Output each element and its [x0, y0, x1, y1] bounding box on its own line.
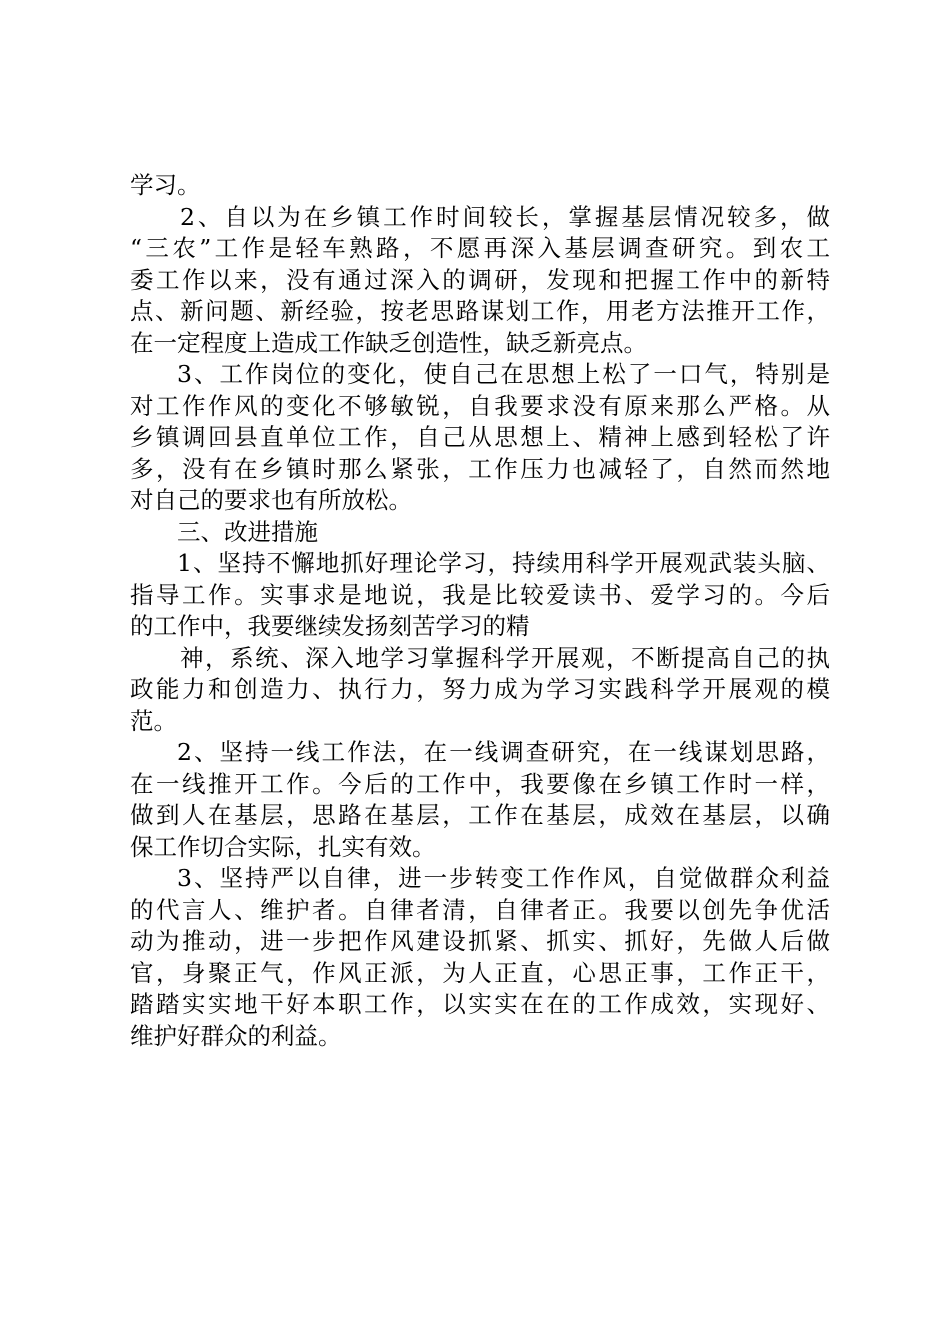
text-line: 神，系统、深入地学习掌握科学开展观，不断提高自己的执 — [180, 643, 830, 672]
text-line: 3、坚持严以自律，进一步转变工作作风，自觉做群众利益 — [177, 864, 830, 892]
text-line: 学习。 — [130, 171, 201, 199]
text-line: 政能力和创造力、执行力，努力成为学习实践科学开展观的模 — [130, 675, 830, 703]
text-line: 1、坚持不懈地抓好理论学习，持续用科学开展观武装头脑、 — [177, 549, 830, 577]
text-line: 的工作中，我要继续发扬刻苦学习的精 — [130, 612, 530, 640]
text-line: 保工作切合实际，扎实有效。 — [130, 832, 436, 861]
section-heading: 三、改进措施 — [177, 517, 318, 546]
text-line: 乡镇调回县直单位工作，自己从思想上、精神上感到轻松了许 — [130, 423, 830, 451]
text-line: 对工作作风的变化不够敏锐，自我要求没有原来那么严格。从 — [130, 391, 830, 420]
text-line: 对自己的要求也有所放松。 — [130, 486, 412, 514]
text-line: 在一定程度上造成工作缺乏创造性，缺乏新亮点。 — [130, 328, 647, 357]
text-line: 委工作以来，没有通过深入的调研，发现和把握工作中的新特 — [130, 265, 830, 294]
text-line: 3、工作岗位的变化，使自己在思想上松了一口气，特别是 — [177, 360, 830, 388]
text-line: 2、坚持一线工作法，在一线调查研究，在一线谋划思路， — [177, 738, 830, 766]
text-line: 官，身聚正气，作风正派，为人正直，心思正事，工作正干， — [130, 958, 830, 987]
text-line: 在一线推开工作。今后的工作中，我要像在乡镇工作时一样， — [130, 769, 830, 798]
text-line: 的代言人、维护者。自律者清，自律者正。我要以创先争优活 — [130, 895, 830, 924]
document-body — [130, 170, 830, 1052]
text-line: 范。 — [130, 706, 177, 735]
text-line: 踏踏实实地干好本职工作，以实实在在的工作成效，实现好、 — [130, 990, 830, 1018]
text-line: 2、自以为在乡镇工作时间较长，掌握基层情况较多，做 — [180, 202, 830, 231]
text-line: 动为推动，进一步把作风建设抓紧、抓实、抓好，先做人后做 — [130, 927, 830, 955]
text-line: “三农”工作是轻车熟路，不愿再深入基层调查研究。到农工 — [130, 234, 830, 262]
text-line: 做到人在基层，思路在基层，工作在基层，成效在基层，以确 — [130, 801, 830, 829]
text-line: 指导工作。实事求是地说，我是比较爱读书、爱学习的。今后 — [130, 580, 830, 609]
text-line: 维护好群众的利益。 — [130, 1021, 342, 1050]
text-line: 点、新问题、新经验，按老思路谋划工作，用老方法推开工作， — [130, 297, 830, 325]
text-line: 多，没有在乡镇时那么紧张，工作压力也减轻了，自然而然地 — [130, 454, 830, 483]
